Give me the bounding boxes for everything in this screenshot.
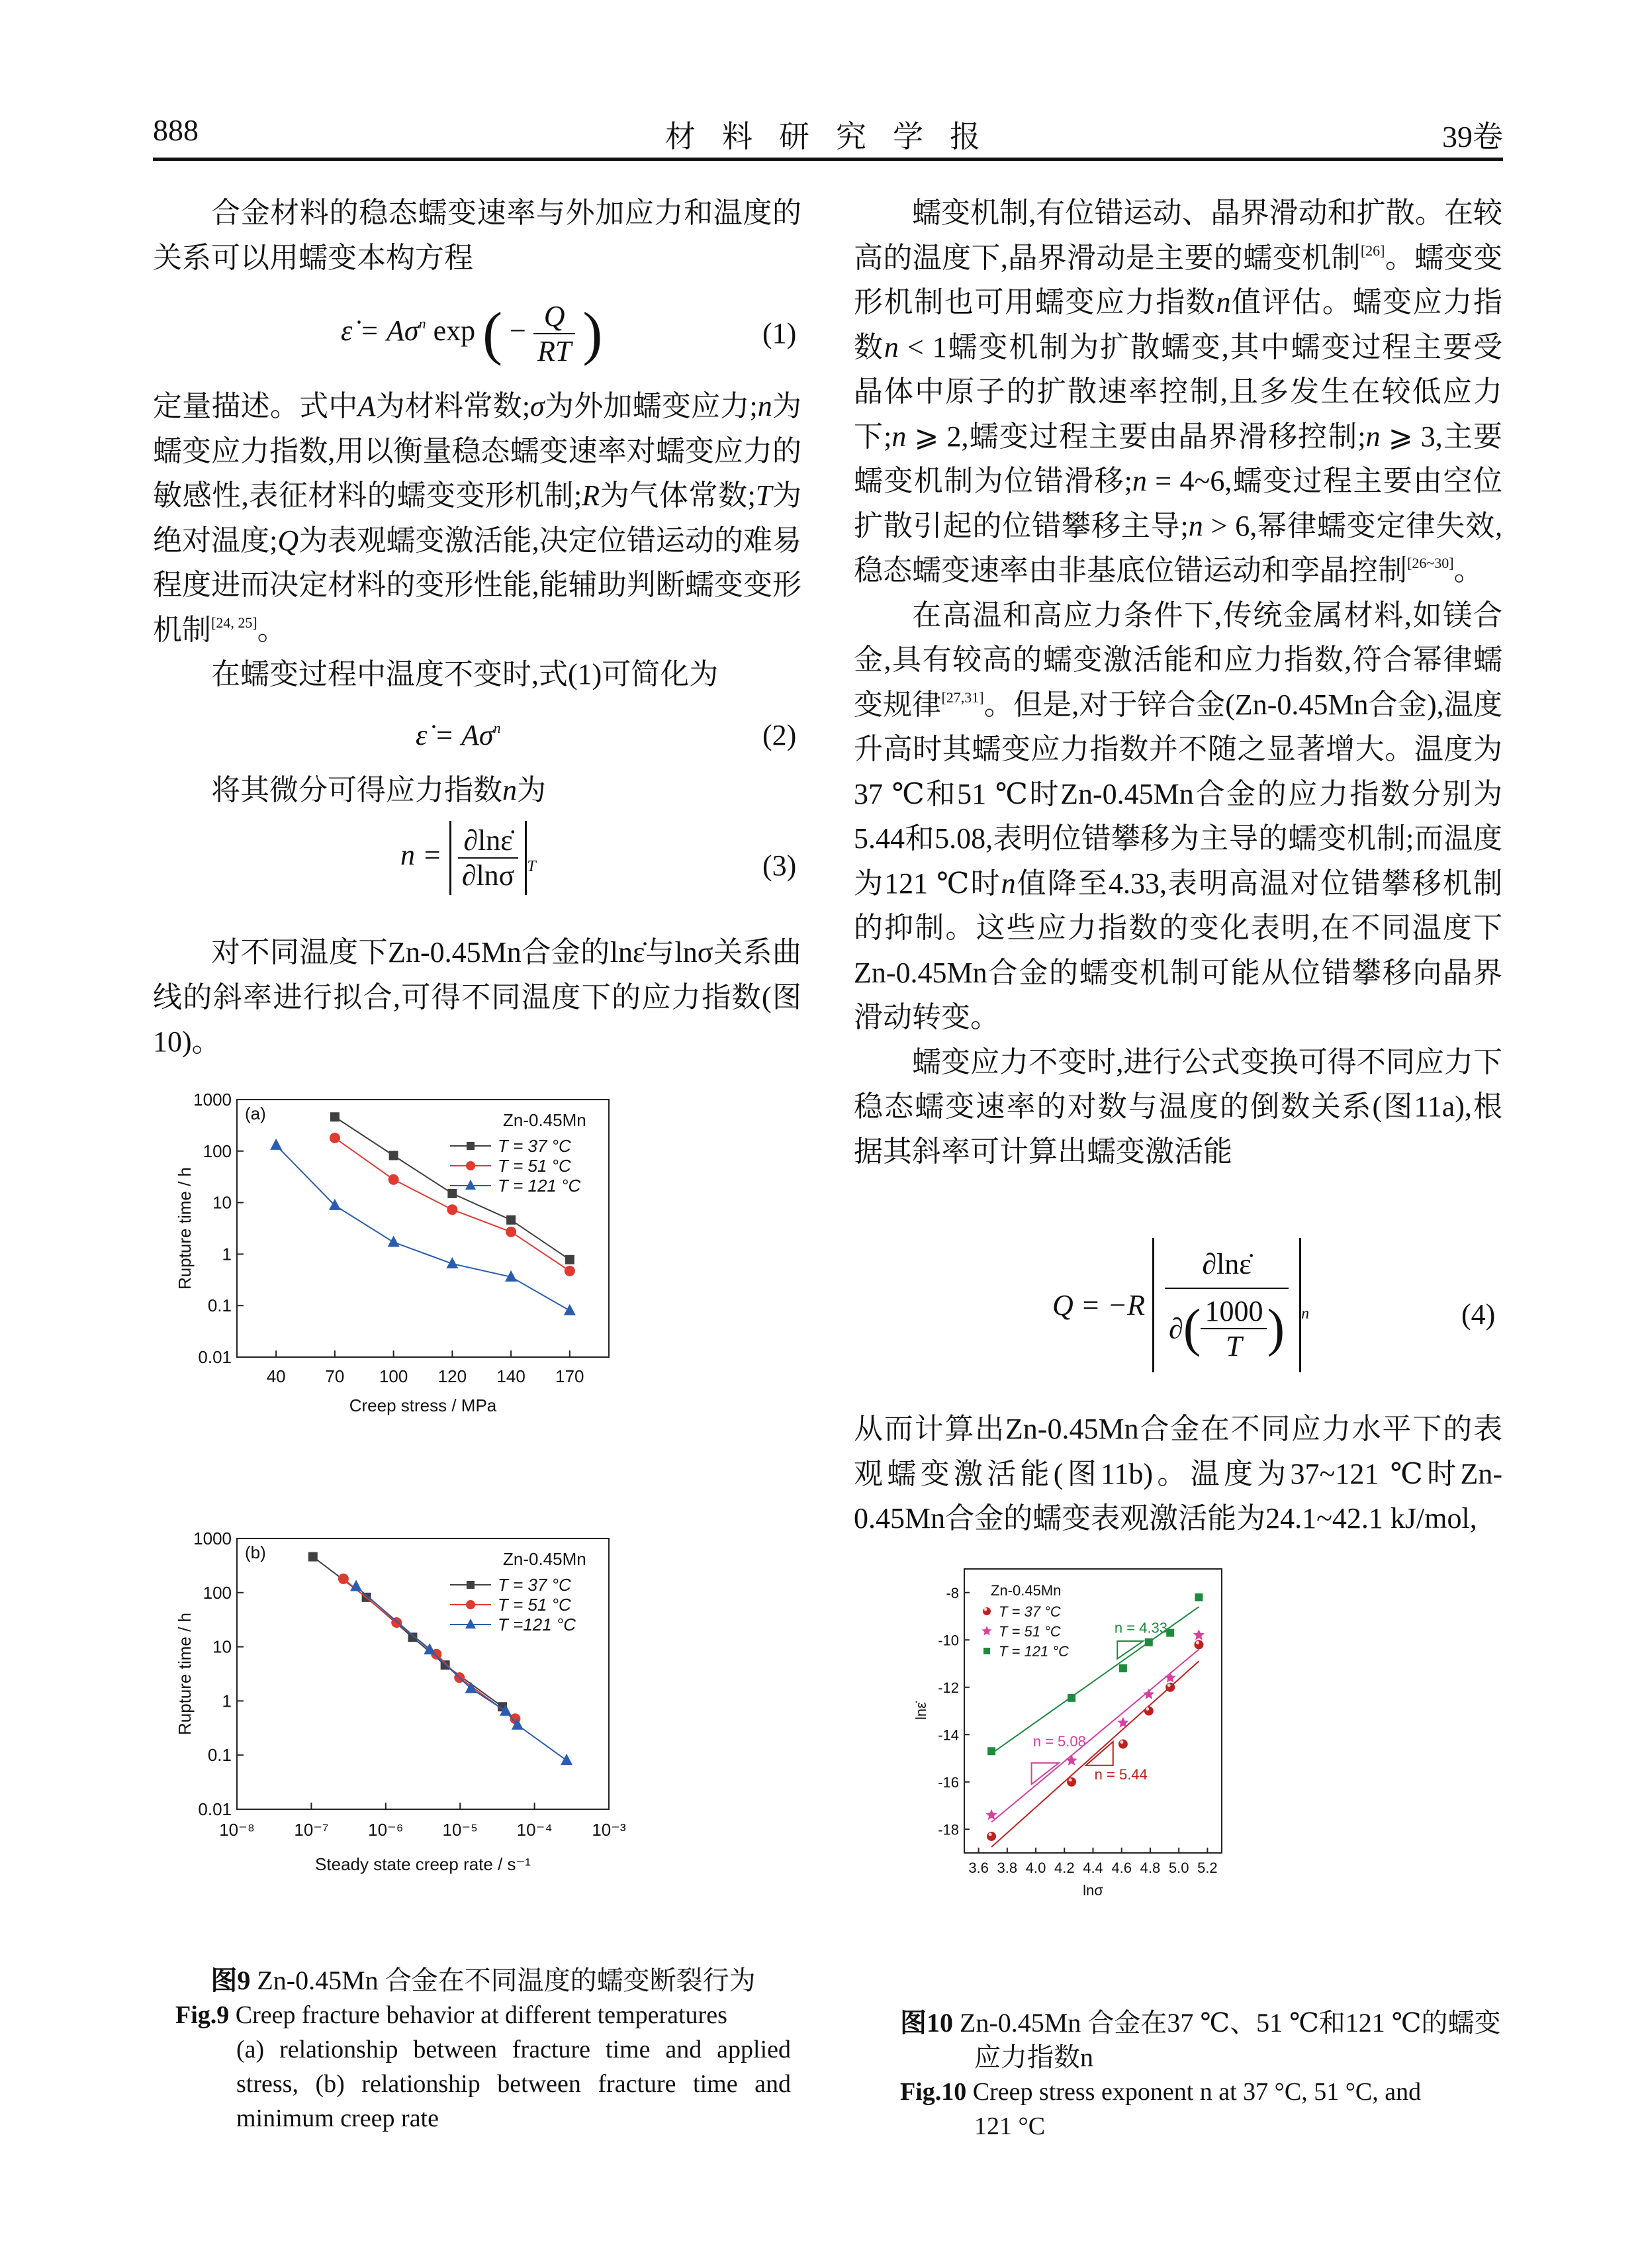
left-paragraph-4 (153, 768, 801, 813)
data-point (308, 1552, 318, 1562)
data-point (447, 1189, 457, 1198)
right-paragraph-1 (854, 191, 1502, 1174)
paragraph-text: 从而计算出Zn-0.45Mn合金在不同应力水平下的表观蠕变激活能(图11b)。温度为37~121 ℃时Zn-0.45Mn合金的蠕变表观激活能为24.1~42.1 kJ/mol, (854, 1413, 1502, 1535)
eq4-sub: n (1301, 1305, 1310, 1323)
eq1-lhs: ε̇ = Aσ (341, 314, 419, 348)
x-axis-label: Creep stress / MPa (349, 1395, 497, 1415)
data-point (506, 1215, 516, 1225)
y-tick-label: -10 (938, 1632, 959, 1649)
x-tick-label: 5.2 (1197, 1860, 1218, 1876)
equation-2 (416, 718, 501, 752)
figure9-caption-cn: 图9 Zn-0.45Mn 合金在不同温度的蠕变断裂行为 (210, 1965, 756, 1995)
legend-marker (465, 1180, 476, 1190)
data-point (1194, 1640, 1203, 1649)
y-tick-label: -8 (946, 1584, 959, 1601)
y-tick-label: 1 (222, 1691, 232, 1711)
y-tick-label: 1000 (193, 1090, 232, 1110)
data-point (270, 1139, 282, 1150)
data-point (987, 1747, 995, 1755)
data-point-highlight (1069, 1778, 1072, 1781)
x-tick-label: 4.4 (1083, 1860, 1103, 1876)
x-tick-label: 3.6 (968, 1860, 989, 1876)
x-tick-label: 10⁻³ (592, 1820, 626, 1840)
data-point (1145, 1638, 1153, 1646)
right-paragraph-4 (854, 1407, 1502, 1541)
equation-4 (1052, 1238, 1309, 1372)
x-axis-label: lnσ (1083, 1882, 1103, 1899)
y-tick-label: -16 (938, 1773, 959, 1791)
eq4-fraction (1165, 1247, 1289, 1363)
y-axis-label: lnε̇ (913, 1702, 929, 1720)
paragraph-text: 蠕变机制,有位错运动、晶界滑动和扩散。在较高的温度下,晶界滑动是主要的蠕变机制[26]。蠕变变形机制也可用蠕变应力指数n值评估。蠕变应力指数n < 1蠕变机制为扩散蠕变,其中蠕变过程主要受晶体中原子的扩散速率控制,且多发生在较低应力下;n ⩾ 2,蠕变过程主要由晶界滑移控制;n ⩾ 3,主要蠕变机制为位错滑移;n = 4~6,蠕变过程主要由空位扩散引起的位错攀移主导;n > 6,幂律蠕变定律失效,稳态蠕变速率由非基底位错运动和孪晶控制[26~30]。 (854, 197, 1503, 587)
data-point (1118, 1740, 1128, 1749)
eq3-bracket (449, 821, 527, 895)
panel-label: (a) (245, 1104, 266, 1123)
legend-title: Zn-0.45Mn (503, 1110, 586, 1130)
legend-label: T = 121 °C (498, 1176, 581, 1196)
eq4-num: ∂lnε̇ (1165, 1247, 1289, 1289)
x-tick-label: 4.0 (1025, 1860, 1046, 1876)
left-paragraph-2 (153, 384, 801, 697)
eq1-exp: exp (426, 314, 476, 348)
figure9-caption-en: Fig.9 Creep fracture behavior at different temperatures (175, 2001, 727, 2029)
y-tick-label: 10 (212, 1192, 232, 1213)
data-point (506, 1227, 516, 1237)
paragraph-text: 将其微分可得应力指数n为 (211, 774, 546, 806)
eq4-bracket (1152, 1238, 1301, 1372)
left-paragraph-1 (153, 191, 801, 280)
eq1-den: RT (537, 335, 572, 367)
legend-marker-highlight (984, 1608, 987, 1611)
y-tick-label: -12 (938, 1679, 959, 1696)
legend-label: T =121 °C (498, 1615, 576, 1634)
legend-label: T = 51 °C (999, 1623, 1061, 1640)
x-tick-label: 40 (266, 1366, 286, 1386)
left-paragraph-5 (153, 930, 801, 1064)
data-point (1143, 1689, 1154, 1699)
chart-fig9a (152, 1079, 748, 1509)
fit-line (991, 1650, 1199, 1822)
data-point (330, 1133, 340, 1143)
y-tick-label: 1000 (193, 1529, 232, 1548)
figure10-caption-cn-line2: 应力指数n (974, 2042, 1093, 2072)
figure10-caption-en-line2: 121 °C (974, 2112, 1046, 2140)
equation-2-number: (2) (762, 719, 797, 751)
x-tick-label: 4.6 (1111, 1860, 1132, 1876)
y-tick-label: 10 (212, 1636, 232, 1657)
x-tick-label: 4.8 (1140, 1860, 1161, 1876)
legend-marker (981, 1626, 991, 1636)
data-point (388, 1174, 399, 1185)
data-point-highlight (1167, 1683, 1171, 1687)
eq2-sup: n (493, 720, 501, 736)
data-point-highlight (1196, 1641, 1199, 1644)
x-tick-label: 5.0 (1168, 1860, 1189, 1876)
x-tick-label: 10⁻⁶ (368, 1820, 404, 1840)
panel-label: (b) (245, 1542, 266, 1562)
equation-4-number: (4) (1461, 1298, 1496, 1331)
data-point (1066, 1755, 1077, 1766)
slope-triangle (1086, 1742, 1113, 1766)
eq1-minus: − (510, 314, 526, 348)
figure10-caption (874, 2006, 1509, 2144)
data-point (389, 1151, 398, 1160)
x-tick-label: 10⁻⁵ (442, 1820, 478, 1840)
chart-fig10 (893, 1566, 1456, 1989)
journal-title: 材料研究学报 (665, 120, 1007, 154)
y-axis-label: Rupture time / h (175, 1167, 195, 1290)
data-point (1119, 1664, 1127, 1672)
eq3-fraction (458, 824, 519, 892)
eq3-lhs: n = (400, 839, 442, 872)
data-point (1165, 1683, 1175, 1692)
eq1-fraction (533, 299, 575, 368)
x-tick-label: 10⁻⁴ (516, 1820, 553, 1840)
paragraph-text: 合金材料的稳态蠕变速率与外加应力和温度的关系可以用蠕变本构方程 (153, 197, 801, 274)
eq4-lhs: Q = −R (1052, 1289, 1146, 1321)
eq1-sup: n (418, 315, 426, 332)
slope-triangle (1117, 1641, 1143, 1659)
data-point (1195, 1593, 1203, 1601)
paragraph-text: 对不同温度下Zn-0.45Mn合金的lnε̇与lnσ关系曲线的斜率进行拟合,可得不同温度下的应力指数(图10)。 (153, 936, 801, 1058)
paragraph-text: 在蠕变过程中温度不变时,式(1)可简化为 (211, 658, 719, 690)
legend-marker (465, 1619, 476, 1629)
data-point (561, 1754, 572, 1765)
paragraph-text: 蠕变应力不变时,进行公式变换可得不同应力下稳态蠕变速率的对数与温度的倒数关系(图11a),根据其斜率可计算出蠕变激活能 (854, 1045, 1502, 1168)
eq2-lhs: ε̇ = Aσ (416, 719, 494, 751)
legend-marker (983, 1648, 990, 1654)
figure9-caption (175, 1963, 791, 2136)
legend-label: T = 37 °C (999, 1603, 1061, 1620)
data-point (447, 1204, 457, 1215)
figure10-caption-en: Fig.10 Creep stress exponent n at 37 °C, 51 °C, and (900, 2078, 1422, 2106)
x-tick-label: 170 (555, 1366, 584, 1386)
legend-label: T = 37 °C (498, 1575, 571, 1595)
legend-title: Zn-0.45Mn (991, 1582, 1062, 1599)
y-axis-label: Rupture time / h (175, 1613, 195, 1735)
x-tick-label: 140 (496, 1366, 525, 1386)
chart-fig9b (152, 1523, 748, 1953)
y-tick-label: 0.1 (207, 1296, 232, 1316)
data-point-highlight (1146, 1707, 1149, 1711)
data-point (565, 1266, 575, 1276)
x-tick-label: 10⁻⁸ (219, 1820, 255, 1840)
slope-label: n = 5.44 (1094, 1766, 1148, 1783)
data-point-highlight (989, 1832, 992, 1836)
data-point (1068, 1694, 1075, 1702)
legend-label: T = 51 °C (498, 1595, 571, 1615)
eq3-num: ∂lnε̇ (458, 824, 519, 859)
x-tick-label: 4.2 (1054, 1860, 1075, 1876)
page-number: 888 (153, 113, 199, 147)
x-tick-label: 3.8 (997, 1860, 1018, 1876)
figure9-caption-en-body: (a) relationship between fracture time and applied stress, (b) relationship between fracture time and minimum creep rate (236, 2036, 791, 2132)
y-tick-label: -14 (938, 1726, 959, 1744)
header-rule (153, 158, 1503, 161)
data-point (987, 1832, 996, 1841)
slope-label: n = 4.33 (1114, 1619, 1168, 1636)
legend-marker (467, 1581, 475, 1589)
equation-1: ε̇ = $A\sigma^n$ exp ( − $\frac{Q}{RT}$ ) (341, 300, 603, 367)
slope-label: n = 5.08 (1032, 1733, 1086, 1750)
eq4-den: ∂( $\frac{1000}{T}$ ) (1169, 1295, 1285, 1362)
paragraph-text: 定量描述。式中A为材料常数;σ为外加蠕变应力;n为蠕变应力指数,用以衡量稳态蠕变速率对蠕变应力的敏感性,表征材料的蠕变变形机制;R为气体常数;T为绝对温度;Q为表观蠕变激活能,决定位错运动的难易程度进而决定材料的变形性能,能辅助判断蠕变变形机制[24, 25]。 (153, 390, 802, 646)
y-tick-label: 1 (222, 1244, 232, 1264)
x-tick-label: 100 (379, 1366, 408, 1386)
legend-label: T = 121 °C (999, 1643, 1070, 1660)
x-axis-label: Steady state creep rate / s⁻¹ (315, 1854, 531, 1874)
equation-1-number: (1) (762, 317, 797, 350)
y-tick-label: 100 (203, 1141, 232, 1161)
x-tick-label: 10⁻⁷ (294, 1820, 329, 1840)
eq3-sub: T (527, 857, 536, 875)
equation-3 (400, 821, 536, 895)
data-point (1193, 1629, 1205, 1640)
legend-marker (466, 1161, 475, 1170)
data-point (1165, 1672, 1176, 1682)
y-tick-label: 0.01 (198, 1347, 232, 1367)
eq3-den: ∂lnσ (461, 859, 515, 892)
legend-marker (467, 1142, 475, 1150)
y-tick-label: -18 (938, 1821, 959, 1838)
data-point (564, 1304, 576, 1315)
y-tick-label: 0.1 (207, 1745, 232, 1766)
volume-label: 39卷 (1442, 120, 1503, 154)
legend-label: T = 37 °C (498, 1136, 571, 1156)
legend-title: Zn-0.45Mn (503, 1549, 586, 1569)
x-tick-label: 120 (437, 1366, 467, 1386)
y-tick-label: 100 (203, 1582, 232, 1603)
data-point-highlight (1120, 1740, 1123, 1744)
x-tick-label: 70 (325, 1366, 345, 1386)
figure10-caption-cn: 图10 Zn-0.45Mn 合金在37 ℃、51 ℃和121 ℃的蠕变 (900, 2008, 1501, 2038)
y-tick-label: 0.01 (198, 1799, 232, 1819)
eq1-num: Q (533, 299, 575, 334)
data-point (388, 1235, 400, 1247)
legend-marker (466, 1600, 475, 1609)
data-point (338, 1574, 349, 1584)
data-point (565, 1255, 574, 1264)
data-point (1067, 1777, 1076, 1787)
legend-label: T = 51 °C (498, 1156, 571, 1176)
equation-3-number: (3) (762, 849, 797, 882)
data-point (330, 1112, 340, 1121)
paragraph-text: 在高温和高应力条件下,传统金属材料,如镁合金,具有较高的蠕变激活能和应力指数,符合幂律蠕变规律[27,31]。但是,对于锌合金(Zn-0.45Mn合金),温度升高时其蠕变应力指数并不随之显著增大。温度为37 ℃和51 ℃时Zn-0.45Mn合金的应力指数分别为5.44和5.08,表明位错攀移为主导的蠕变机制;而温度为121 ℃时n值降至4.33,表明高温对位错攀移机制的抑制。这些应力指数的变化表明,在不同温度下Zn-0.45Mn合金的蠕变机制可能从位错攀移向晶界滑动转变。 (854, 598, 1502, 1033)
slope-triangle (1032, 1763, 1059, 1784)
data-point (1144, 1707, 1154, 1716)
